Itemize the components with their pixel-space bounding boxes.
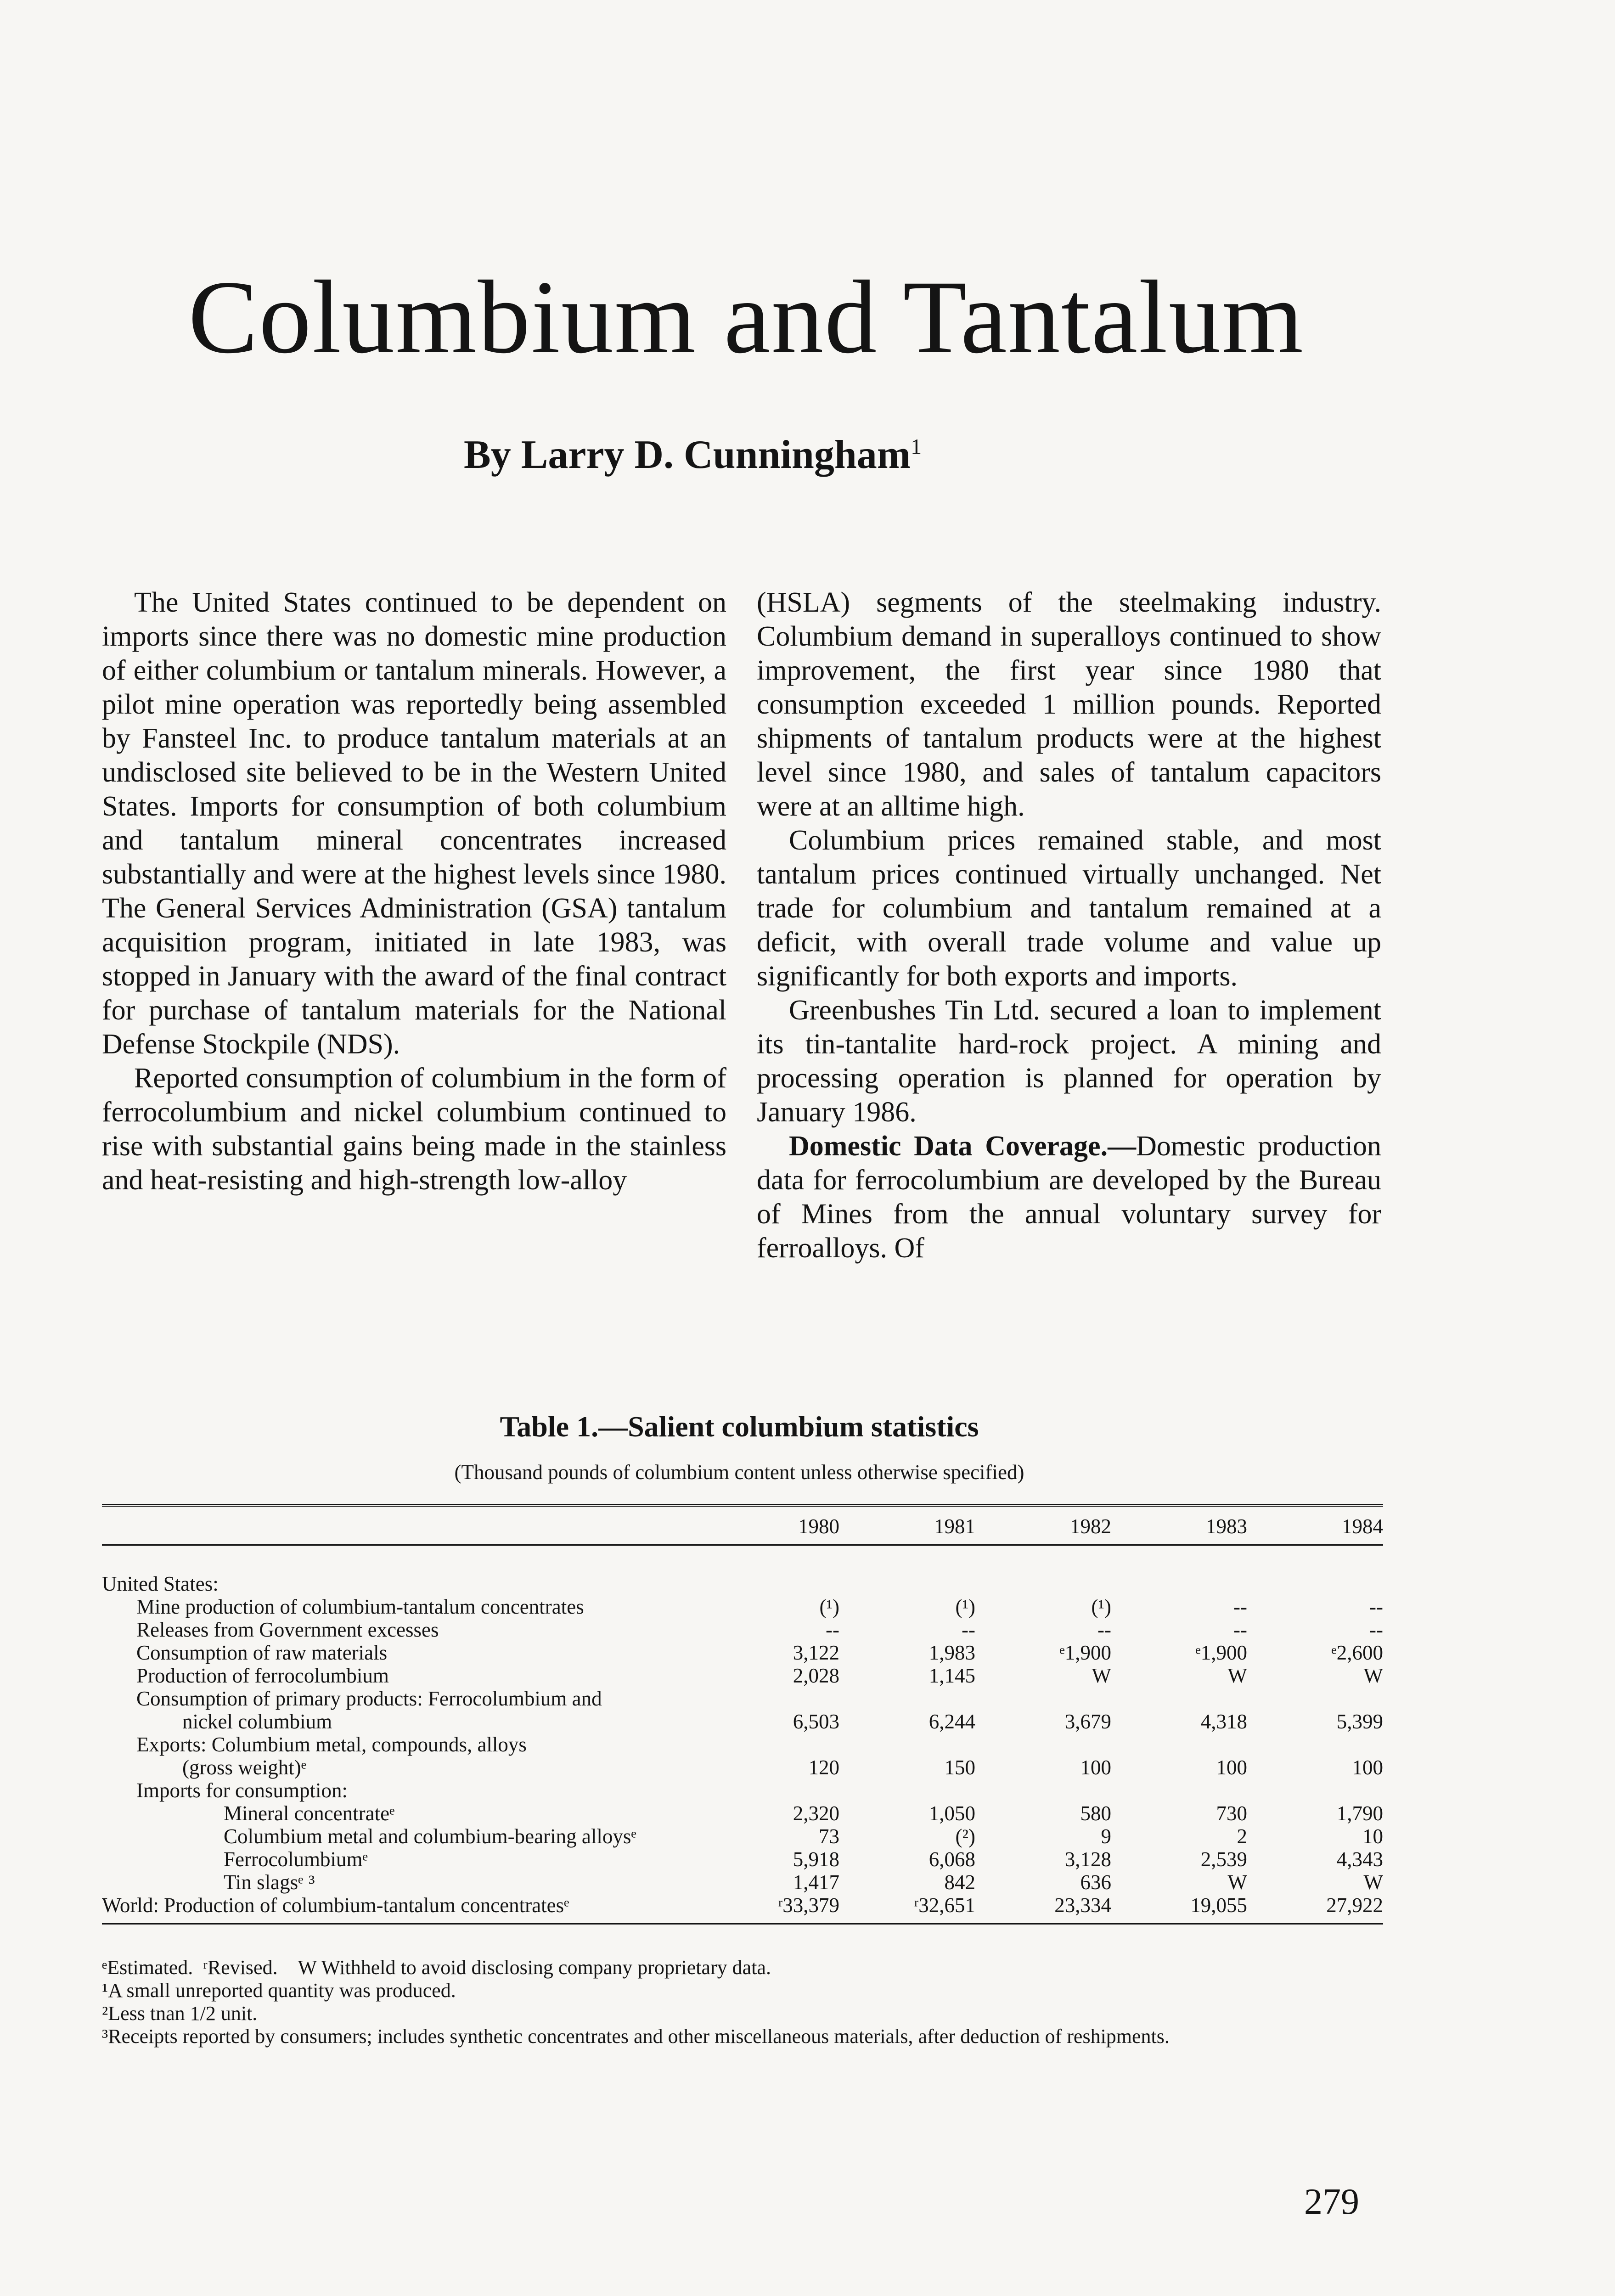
- row-label: Imports for consumption:: [136, 1779, 348, 1802]
- table-row: [102, 1641, 1383, 1664]
- row-label: Mineral concentrateᵉ: [224, 1802, 395, 1825]
- table-cell: --: [1233, 1618, 1247, 1641]
- table-cell: [703, 1733, 839, 1756]
- table-cell: 5,399: [1336, 1710, 1383, 1733]
- table-cell: 5,918: [793, 1848, 839, 1871]
- row-label: Consumption of primary products: Ferrocolumbium and: [136, 1687, 602, 1710]
- table-cell: ᵉ1,900: [1195, 1641, 1247, 1664]
- table-cell: --: [1369, 1595, 1383, 1618]
- table-cell: 580: [1080, 1802, 1111, 1825]
- row-label: Exports: Columbium metal, compounds, alloys: [136, 1733, 527, 1756]
- table-row: [102, 1894, 1383, 1924]
- table-header-year: 1982: [975, 1505, 1111, 1545]
- table-cell: [703, 1687, 839, 1710]
- table-header-year: 1984: [1247, 1505, 1383, 1545]
- table-cell: 19,055: [1111, 1894, 1247, 1924]
- author-footnote-mark: 1: [911, 434, 922, 459]
- table-row: [102, 1779, 1383, 1802]
- body-paragraph: Reported consumption of columbium in the form of ferrocolumbium and nickel columbium continued to rise with substantial gains being made in the stainless and heat-resisting and high-strength low-alloy: [102, 1063, 726, 1196]
- table-cell: [1111, 1733, 1247, 1756]
- footnote-2: ²Less tnan 1/2 unit.: [102, 2002, 258, 2025]
- table-cell: [975, 1779, 1111, 1802]
- table-cell: 6,068: [928, 1848, 975, 1871]
- table-row: [102, 1825, 1383, 1848]
- table-cell: [975, 1687, 1111, 1710]
- footnote-line: [102, 1956, 1383, 1979]
- byline: [464, 432, 922, 478]
- row-label: Tin slagsᵉ ³: [224, 1871, 315, 1894]
- section-heading: Domestic Data Coverage.: [789, 1131, 1108, 1162]
- row-label: Columbium metal and columbium-bearing alloysᵉ: [224, 1825, 636, 1848]
- table-cell: 2: [1237, 1825, 1247, 1848]
- table-cell: [1111, 1545, 1247, 1596]
- table-header-year: 1981: [839, 1505, 975, 1545]
- body-paragraph: The United States continued to be dependent on imports since there was no domestic mine production of either columbium or tantalum minerals. However, a pilot mine operation was reportedly being assembled by Fansteel Inc. to produce tantalum materials at an undisclosed site believed to be in the Western United States. Imports for consumption of both columbium and tantalum mineral concentrates increased substantially and were at the highest levels since 1980. The General Services Administration (GSA) tantalum acquisition program, initiated in late 1983, was stopped in January with the award of the final contract for purchase of tantalum materials for the National Defense Stockpile (NDS).: [102, 587, 726, 1060]
- table-row: [102, 1710, 1383, 1733]
- table-cell: [1247, 1733, 1383, 1756]
- table-cell: 1,790: [1336, 1802, 1383, 1825]
- table-row: [102, 1618, 1383, 1641]
- table-cell: 23,334: [975, 1894, 1111, 1924]
- table-header-label: [102, 1505, 703, 1545]
- table-row: [102, 1545, 1383, 1596]
- page-number: 279: [1304, 2182, 1359, 2222]
- table-cell: [1247, 1779, 1383, 1802]
- table-cell: W: [1092, 1664, 1111, 1687]
- table-cell: 1,050: [928, 1802, 975, 1825]
- row-label: nickel columbium: [182, 1710, 332, 1733]
- table-cell: W: [1227, 1871, 1247, 1894]
- table-cell: W: [1363, 1664, 1383, 1687]
- table-cell: 2,320: [793, 1802, 839, 1825]
- row-label: Production of ferrocolumbium: [136, 1664, 389, 1687]
- table-cell: [839, 1545, 975, 1596]
- table-cell: --: [826, 1618, 839, 1641]
- salient-statistics-table: [102, 1504, 1383, 1925]
- table-cell: ʳ33,379: [703, 1894, 839, 1924]
- table-row: [102, 1871, 1383, 1894]
- table-row: [102, 1802, 1383, 1825]
- table-cell: [839, 1779, 975, 1802]
- table-header-year: 1983: [1111, 1505, 1247, 1545]
- table-cell: 100: [1352, 1756, 1383, 1779]
- table-cell: W: [1363, 1871, 1383, 1894]
- table-cell: 10: [1362, 1825, 1383, 1848]
- body-paragraph: [757, 1129, 1381, 1265]
- table-cell: ᵉ2,600: [1331, 1641, 1383, 1664]
- table-cell: W: [1227, 1664, 1247, 1687]
- table-cell: 1,983: [928, 1641, 975, 1664]
- table-cell: 3,128: [1064, 1848, 1111, 1871]
- table-cell: [703, 1779, 839, 1802]
- page-title: Columbium and Tantalum: [188, 259, 1305, 375]
- table-row: [102, 1848, 1383, 1871]
- table-header-year: 1980: [703, 1505, 839, 1545]
- table-cell: [703, 1545, 839, 1596]
- table-cell: 9: [1101, 1825, 1111, 1848]
- table-cell: --: [1097, 1618, 1111, 1641]
- table-footnotes: [102, 1956, 1383, 2048]
- row-label: Consumption of raw materials: [136, 1641, 388, 1664]
- table-row: [102, 1756, 1383, 1779]
- table-cell: [1111, 1779, 1247, 1802]
- footnote-revised: ʳRevised.: [203, 1956, 278, 1979]
- table-cell: [1247, 1687, 1383, 1710]
- table-cell: (¹): [1091, 1595, 1111, 1618]
- footnote-3: ³Receipts reported by consumers; includes synthetic concentrates and other miscellaneous materials, after deduction of reshipments.: [102, 2025, 1170, 2048]
- table-cell: ᵉ1,900: [1059, 1641, 1111, 1664]
- table-cell: 3,122: [793, 1641, 839, 1664]
- table-subtitle: (Thousand pounds of columbium content unless otherwise specified): [454, 1461, 1024, 1484]
- body-paragraph: Greenbushes Tin Ltd. secured a loan to implement its tin-tantalite hard-rock project. A mining and processing operation is planned for operation by January 1986.: [757, 995, 1381, 1128]
- table-cell: [839, 1687, 975, 1710]
- table-cell: 6,244: [928, 1710, 975, 1733]
- row-label: Ferrocolumbiumᵉ: [224, 1848, 368, 1871]
- footnote-withheld: W Withheld to avoid disclosing company proprietary data.: [298, 1956, 771, 1979]
- table-cell: [839, 1733, 975, 1756]
- right-column: [757, 585, 1381, 1265]
- table-cell: 100: [1080, 1756, 1111, 1779]
- table-cell: 27,922: [1247, 1894, 1383, 1924]
- table-cell: 73: [819, 1825, 839, 1848]
- heading-dash: —: [1108, 1131, 1137, 1162]
- table-cell: --: [962, 1618, 975, 1641]
- table-row: [102, 1595, 1383, 1618]
- left-column: [102, 585, 726, 1197]
- table-cell: [975, 1733, 1111, 1756]
- table-cell: 100: [1216, 1756, 1247, 1779]
- table-cell: [1247, 1545, 1383, 1596]
- table-cell: (¹): [955, 1595, 975, 1618]
- table-cell: 1,145: [928, 1664, 975, 1687]
- table-cell: 120: [808, 1756, 839, 1779]
- table-cell: (²): [955, 1825, 975, 1848]
- table-cell: 636: [1080, 1871, 1111, 1894]
- table-cell: 4,343: [1336, 1848, 1383, 1871]
- row-label: World: Production of columbium-tantalum concentratesᵉ: [102, 1894, 703, 1924]
- table-cell: --: [1369, 1618, 1383, 1641]
- table-cell: --: [1233, 1595, 1247, 1618]
- author-name: By Larry D. Cunningham: [464, 433, 911, 477]
- table-cell: ʳ32,651: [839, 1894, 975, 1924]
- body-paragraph: (HSLA) segments of the steelmaking industry. Columbium demand in superalloys continued to show improvement, the first year since 1980 that consumption exceeded 1 million pounds. Reported shipments of tantalum products were at the highest level since 1980, and sales of tantalum capacitors were at an alltime high.: [757, 587, 1381, 822]
- section-text: Domestic production data for ferrocolumbium are developed by the Bureau of Mines from the annual voluntary survey for ferroalloys. Of: [757, 1131, 1381, 1264]
- table-cell: 2,539: [1200, 1848, 1247, 1871]
- table-cell: 150: [944, 1756, 975, 1779]
- table-cell: (¹): [819, 1595, 839, 1618]
- table-cell: 6,503: [793, 1710, 839, 1733]
- footnote-1: ¹A small unreported quantity was produced.: [102, 1979, 456, 2002]
- table-title: Table 1.—Salient columbium statistics: [500, 1410, 979, 1443]
- row-label: (gross weight)ᵉ: [182, 1756, 307, 1779]
- table-row: [102, 1687, 1383, 1710]
- row-label: Releases from Government excesses: [136, 1618, 439, 1641]
- table-cell: 1,417: [793, 1871, 839, 1894]
- table-cell: 3,679: [1064, 1710, 1111, 1733]
- table-cell: [975, 1545, 1111, 1596]
- row-label: United States:: [102, 1572, 219, 1595]
- table-cell: [1111, 1687, 1247, 1710]
- table-cell: 730: [1216, 1802, 1247, 1825]
- table-row: [102, 1733, 1383, 1756]
- table-cell: 4,318: [1200, 1710, 1247, 1733]
- row-label: Mine production of columbium-tantalum concentrates: [136, 1595, 584, 1618]
- body-paragraph: Columbium prices remained stable, and most tantalum prices continued virtually unchanged. Net trade for columbium and tantalum remained at a deficit, with overall trade volume and value up significantly for both exports and imports.: [757, 825, 1381, 992]
- table-cell: 2,028: [793, 1664, 839, 1687]
- table-cell: 842: [944, 1871, 975, 1894]
- table-row: [102, 1664, 1383, 1687]
- table-header-row: [102, 1505, 1383, 1545]
- footnote-estimated: ᵉEstimated.: [102, 1956, 193, 1979]
